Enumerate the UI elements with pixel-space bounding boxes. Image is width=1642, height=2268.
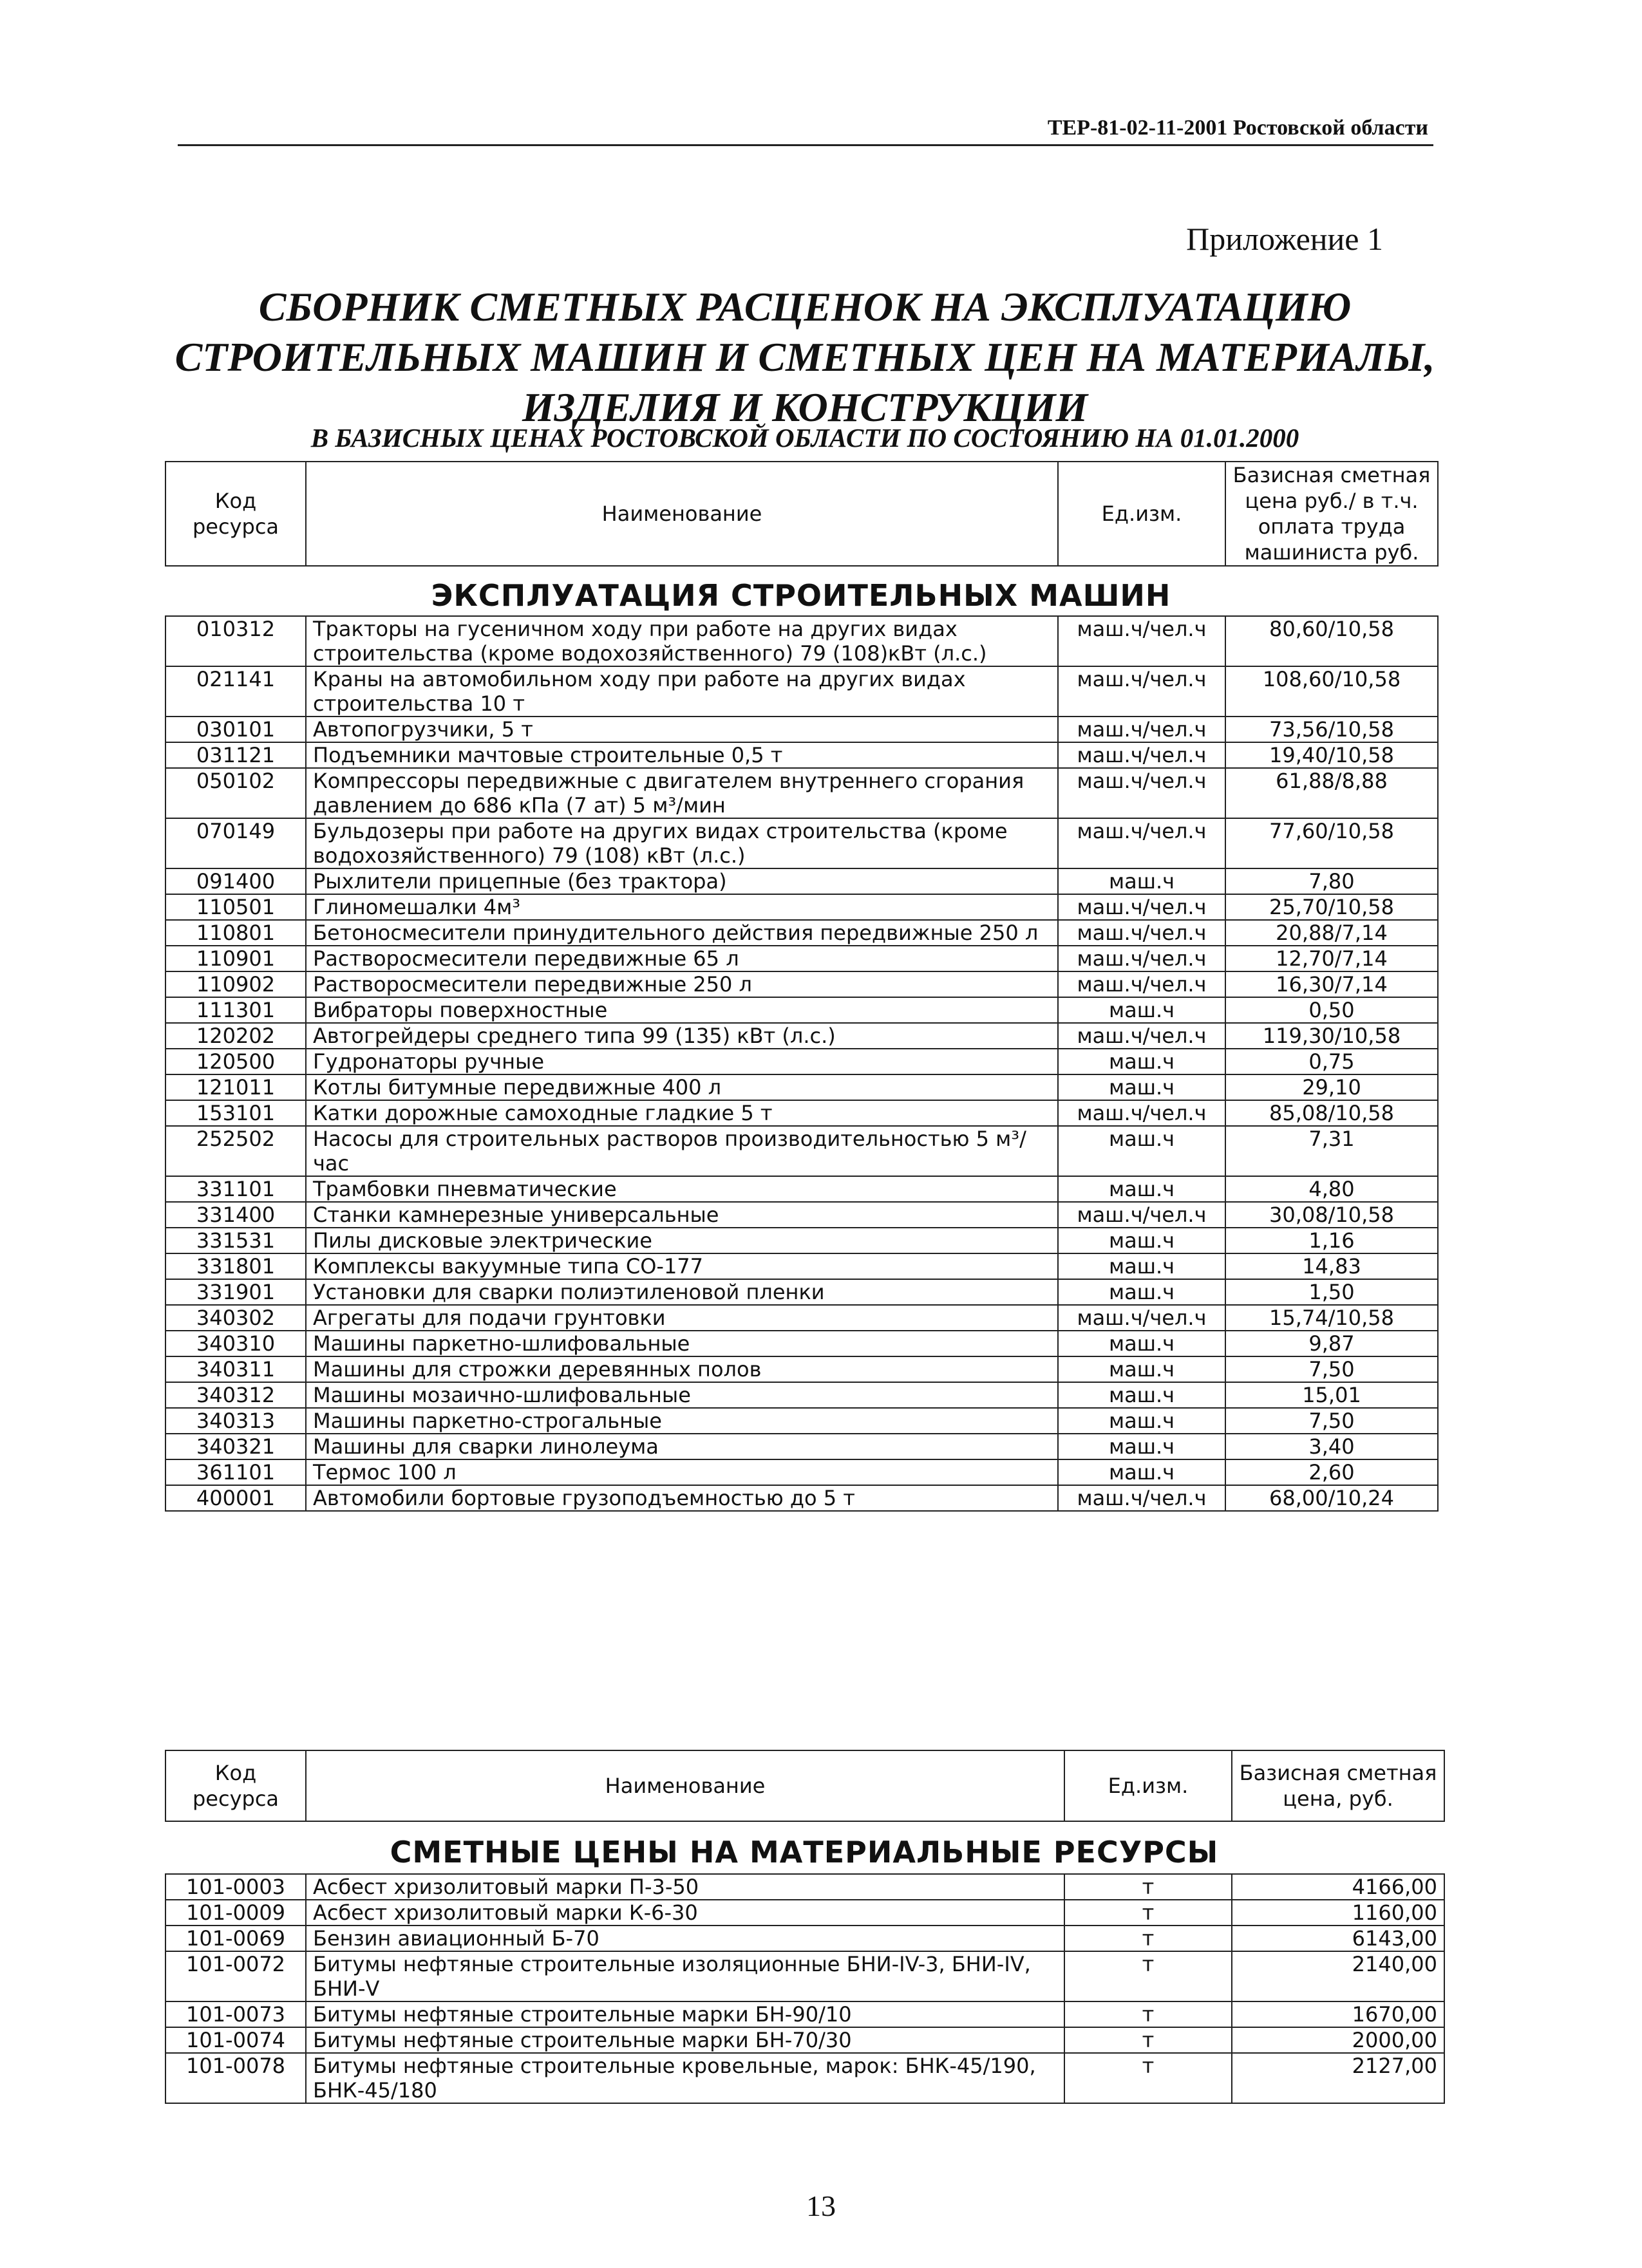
price-cell: 85,08/10,58 [1225,1100,1438,1126]
table-row [165,1331,1438,1356]
unit-cell: т [1064,1900,1232,1926]
resource-code-cell: 110901 [165,946,306,971]
resource-name-cell: Агрегаты для подачи грунтовки [306,1305,1058,1331]
resource-code-cell: 340310 [165,1331,306,1356]
price-cell: 1,16 [1225,1228,1438,1253]
table-row [165,1926,1444,1951]
resource-code-cell: 361101 [165,1459,306,1485]
price-cell: 73,56/10,58 [1225,717,1438,742]
unit-cell: маш.ч/чел.ч [1058,616,1225,666]
price-cell: 4,80 [1225,1176,1438,1202]
table-row [165,1100,1438,1126]
price-cell: 77,60/10,58 [1225,818,1438,868]
resource-name-cell: Асбест хризолитовый марки П-3-50 [306,1874,1064,1900]
resource-name-cell: Гудронаторы ручные [306,1049,1058,1074]
resource-code-cell: 101-0074 [165,2027,306,2053]
title-line: СБОРНИК СМЕТНЫХ РАСЦЕНОК НА ЭКСПЛУАТАЦИЮ [258,284,1352,330]
price-cell: 61,88/8,88 [1225,768,1438,818]
price-cell: 2000,00 [1232,2027,1444,2053]
table-row [165,1459,1438,1485]
unit-cell: маш.ч/чел.ч [1058,818,1225,868]
resource-name-cell: Термос 100 л [306,1459,1058,1485]
resource-code-cell: 031121 [165,742,306,768]
unit-cell: маш.ч/чел.ч [1058,1305,1225,1331]
price-cell: 30,08/10,58 [1225,1202,1438,1228]
table-row [165,1253,1438,1279]
running-header [178,113,1433,146]
resource-code-cell: 340313 [165,1408,306,1434]
unit-cell: т [1064,2053,1232,2103]
unit-cell: т [1064,1926,1232,1951]
unit-cell: маш.ч [1058,1408,1225,1434]
unit-cell: маш.ч/чел.ч [1058,1485,1225,1511]
table-row [165,946,1438,971]
unit-cell: т [1064,2001,1232,2027]
table-row [165,1176,1438,1202]
header-unit: Ед.изм. [1058,462,1225,566]
document-title [129,282,1481,433]
unit-cell: маш.ч [1058,1049,1225,1074]
header-name: Наименование [306,462,1058,566]
resource-name-cell: Трамбовки пневматические [306,1176,1058,1202]
header-unit: Ед.изм. [1064,1750,1232,1821]
resource-code-cell: 120202 [165,1023,306,1049]
resource-code-cell: 111301 [165,997,306,1023]
resource-name-cell: Битумы нефтяные строительные кровельные, марок: БНК-45/190, БНК-45/180 [306,2053,1064,2103]
document-code: ТЕР-81-02-11-2001 Ростовской области [1047,116,1428,140]
unit-cell: маш.ч/чел.ч [1058,1023,1225,1049]
header-code: Код ресурса [165,462,306,566]
unit-cell: маш.ч [1058,1459,1225,1485]
price-cell: 2127,00 [1232,2053,1444,2103]
resource-code-cell: 340311 [165,1356,306,1382]
resource-code-cell: 331901 [165,1279,306,1305]
table-row [165,666,1438,717]
table-row [165,717,1438,742]
table-row [165,1951,1444,2001]
resource-code-cell: 340312 [165,1382,306,1408]
resource-name-cell: Установки для сварки полиэтиленовой пленки [306,1279,1058,1305]
resource-code-cell: 101-0072 [165,1951,306,2001]
price-cell: 1160,00 [1232,1900,1444,1926]
price-cell: 7,50 [1225,1408,1438,1434]
unit-cell: маш.ч/чел.ч [1058,946,1225,971]
resource-name-cell: Пилы дисковые электрические [306,1228,1058,1253]
table-row [165,1279,1438,1305]
unit-cell: маш.ч [1058,1331,1225,1356]
unit-cell: маш.ч [1058,1356,1225,1382]
resource-code-cell: 070149 [165,818,306,868]
resource-code-cell: 010312 [165,616,306,666]
unit-cell: т [1064,1874,1232,1900]
materials-header-row [165,1750,1444,1821]
resource-code-cell: 101-0069 [165,1926,306,1951]
table-row [165,868,1438,894]
table-row [165,894,1438,920]
unit-cell: маш.ч [1058,1434,1225,1459]
table-row [165,1434,1438,1459]
table-row [165,1382,1438,1408]
unit-cell: маш.ч/чел.ч [1058,768,1225,818]
table-row [165,1202,1438,1228]
price-cell: 29,10 [1225,1074,1438,1100]
price-cell: 12,70/7,14 [1225,946,1438,971]
title-line: СТРОИТЕЛЬНЫХ МАШИН И СМЕТНЫХ ЦЕН НА МАТЕРИАЛЫ, [175,334,1435,380]
resource-name-cell: Растворосмесители передвижные 250 л [306,971,1058,997]
resource-code-cell: 252502 [165,1126,306,1176]
table-row [165,1485,1438,1511]
resource-name-cell: Растворосмесители передвижные 65 л [306,946,1058,971]
resource-code-cell: 340302 [165,1305,306,1331]
price-cell: 16,30/7,14 [1225,971,1438,997]
resource-name-cell: Машины для сварки линолеума [306,1434,1058,1459]
resource-code-cell: 153101 [165,1100,306,1126]
price-cell: 0,75 [1225,1049,1438,1074]
resource-name-cell: Битумы нефтяные строительные марки БН-90/10 [306,2001,1064,2027]
materials-header-table [165,1750,1445,1822]
resource-name-cell: Машины паркетно-строгальные [306,1408,1058,1434]
resource-code-cell: 331531 [165,1228,306,1253]
unit-cell: маш.ч/чел.ч [1058,971,1225,997]
resource-name-cell: Катки дорожные самоходные гладкие 5 т [306,1100,1058,1126]
resource-name-cell: Бензин авиационный Б-70 [306,1926,1064,1951]
machines-header-table [165,461,1439,567]
header-price: Базисная сметная цена руб./ в т.ч. оплата труда машиниста руб. [1225,462,1438,566]
unit-cell: маш.ч [1058,997,1225,1023]
resource-name-cell: Битумы нефтяные строительные изоляционные БНИ-IV-3, БНИ-IV, БНИ-V [306,1951,1064,2001]
price-cell: 2140,00 [1232,1951,1444,2001]
resource-code-cell: 101-0009 [165,1900,306,1926]
table-row [165,1408,1438,1434]
price-cell: 119,30/10,58 [1225,1023,1438,1049]
resource-code-cell: 030101 [165,717,306,742]
unit-cell: т [1064,2027,1232,2053]
resource-code-cell: 050102 [165,768,306,818]
table-row [165,742,1438,768]
table-row [165,997,1438,1023]
price-cell: 68,00/10,24 [1225,1485,1438,1511]
resource-name-cell: Рыхлители прицепные (без трактора) [306,868,1058,894]
price-cell: 3,40 [1225,1434,1438,1459]
resource-code-cell: 121011 [165,1074,306,1100]
table-row [165,1305,1438,1331]
resource-code-cell: 101-0003 [165,1874,306,1900]
table-row [165,818,1438,868]
resource-code-cell: 021141 [165,666,306,717]
table-row [165,2053,1444,2103]
resource-name-cell: Машины паркетно-шлифовальные [306,1331,1058,1356]
price-cell: 7,80 [1225,868,1438,894]
price-cell: 9,87 [1225,1331,1438,1356]
document-subtitle: В БАЗИСНЫХ ЦЕНАХ РОСТОВСКОЙ ОБЛАСТИ ПО СОСТОЯНИЮ НА 01.01.2000 [310,423,1299,453]
resource-code-cell: 110902 [165,971,306,997]
table-row [165,1074,1438,1100]
machines-header-row [165,462,1438,566]
table-row [165,1023,1438,1049]
resource-code-cell: 091400 [165,868,306,894]
price-cell: 2,60 [1225,1459,1438,1485]
machines-section-title: ЭКСПЛУАТАЦИЯ СТРОИТЕЛЬНЫХ МАШИН [431,578,1171,613]
table-row [165,2027,1444,2053]
resource-name-cell: Машины мозаично-шлифовальные [306,1382,1058,1408]
table-row [165,616,1438,666]
resource-code-cell: 110501 [165,894,306,920]
resource-name-cell: Станки камнерезные универсальные [306,1202,1058,1228]
unit-cell: маш.ч [1058,1228,1225,1253]
resource-code-cell: 400001 [165,1485,306,1511]
price-cell: 19,40/10,58 [1225,742,1438,768]
header-name: Наименование [306,1750,1064,1821]
resource-name-cell: Автопогрузчики, 5 т [306,717,1058,742]
resource-name-cell: Бульдозеры при работе на других видах строительства (кроме водохозяйственного) 79 (108) кВт (л.с.) [306,818,1058,868]
resource-code-cell: 331400 [165,1202,306,1228]
price-cell: 1670,00 [1232,2001,1444,2027]
unit-cell: маш.ч/чел.ч [1058,894,1225,920]
unit-cell: маш.ч/чел.ч [1058,717,1225,742]
resource-name-cell: Асбест хризолитовый марки К-6-30 [306,1900,1064,1926]
resource-name-cell: Машины для строжки деревянных полов [306,1356,1058,1382]
resource-name-cell: Вибраторы поверхностные [306,997,1058,1023]
resource-code-cell: 101-0073 [165,2001,306,2027]
price-cell: 20,88/7,14 [1225,920,1438,946]
unit-cell: маш.ч/чел.ч [1058,1100,1225,1126]
resource-name-cell: Глиномешалки 4м³ [306,894,1058,920]
resource-name-cell: Бетоносмесители принудительного действия передвижные 250 л [306,920,1058,946]
resource-code-cell: 110801 [165,920,306,946]
unit-cell: маш.ч/чел.ч [1058,742,1225,768]
unit-cell: маш.ч [1058,1382,1225,1408]
resource-name-cell: Котлы битумные передвижные 400 л [306,1074,1058,1100]
resource-code-cell: 120500 [165,1049,306,1074]
price-cell: 7,31 [1225,1126,1438,1176]
appendix-label: Приложение 1 [1186,221,1383,257]
resource-name-cell: Насосы для строительных растворов производительностью 5 м³/час [306,1126,1058,1176]
table-row [165,971,1438,997]
unit-cell: маш.ч [1058,1279,1225,1305]
unit-cell: маш.ч [1058,1126,1225,1176]
resource-name-cell: Компрессоры передвижные с двигателем внутреннего сгорания давлением до 686 кПа (7 ат) 5 м³/мин [306,768,1058,818]
price-cell: 15,01 [1225,1382,1438,1408]
price-cell: 7,50 [1225,1356,1438,1382]
page-number: 13 [806,2189,836,2222]
resource-name-cell: Автогрейдеры среднего типа 99 (135) кВт (л.с.) [306,1023,1058,1049]
resource-name-cell: Автомобили бортовые грузоподъемностью до 5 т [306,1485,1058,1511]
header-price: Базисная сметная цена, руб. [1232,1750,1444,1821]
price-cell: 6143,00 [1232,1926,1444,1951]
unit-cell: маш.ч [1058,1176,1225,1202]
price-cell: 15,74/10,58 [1225,1305,1438,1331]
price-cell: 14,83 [1225,1253,1438,1279]
unit-cell: маш.ч/чел.ч [1058,1202,1225,1228]
title-line: ИЗДЕЛИЯ И КОНСТРУКЦИИ [522,384,1088,430]
price-cell: 25,70/10,58 [1225,894,1438,920]
resource-code-cell: 331101 [165,1176,306,1202]
resource-name-cell: Битумы нефтяные строительные марки БН-70/30 [306,2027,1064,2053]
price-cell: 0,50 [1225,997,1438,1023]
unit-cell: т [1064,1951,1232,2001]
table-row [165,1900,1444,1926]
table-row [165,1228,1438,1253]
unit-cell: маш.ч/чел.ч [1058,920,1225,946]
resource-code-cell: 331801 [165,1253,306,1279]
resource-name-cell: Тракторы на гусеничном ходу при работе на других видах строительства (кроме водохозяйственного) 79 (108)кВт (л.с.) [306,616,1058,666]
price-cell: 108,60/10,58 [1225,666,1438,717]
resource-name-cell: Краны на автомобильном ходу при работе на других видах строительства 10 т [306,666,1058,717]
price-cell: 80,60/10,58 [1225,616,1438,666]
unit-cell: маш.ч [1058,1253,1225,1279]
resource-name-cell: Подъемники мачтовые строительные 0,5 т [306,742,1058,768]
table-row [165,1874,1444,1900]
unit-cell: маш.ч [1058,1074,1225,1100]
resource-code-cell: 340321 [165,1434,306,1459]
table-row [165,1049,1438,1074]
table-row [165,920,1438,946]
table-row [165,1126,1438,1176]
header-code: Код ресурса [165,1750,306,1821]
unit-cell: маш.ч/чел.ч [1058,666,1225,717]
materials-table [165,1873,1445,2104]
materials-section-title: СМЕТНЫЕ ЦЕНЫ НА МАТЕРИАЛЬНЫЕ РЕСУРСЫ [390,1835,1219,1870]
machines-table [165,615,1439,1512]
table-row [165,1356,1438,1382]
resource-name-cell: Комплексы вакуумные типа СО-177 [306,1253,1058,1279]
price-cell: 4166,00 [1232,1874,1444,1900]
price-cell: 1,50 [1225,1279,1438,1305]
table-row [165,2001,1444,2027]
resource-code-cell: 101-0078 [165,2053,306,2103]
table-row [165,768,1438,818]
unit-cell: маш.ч [1058,868,1225,894]
